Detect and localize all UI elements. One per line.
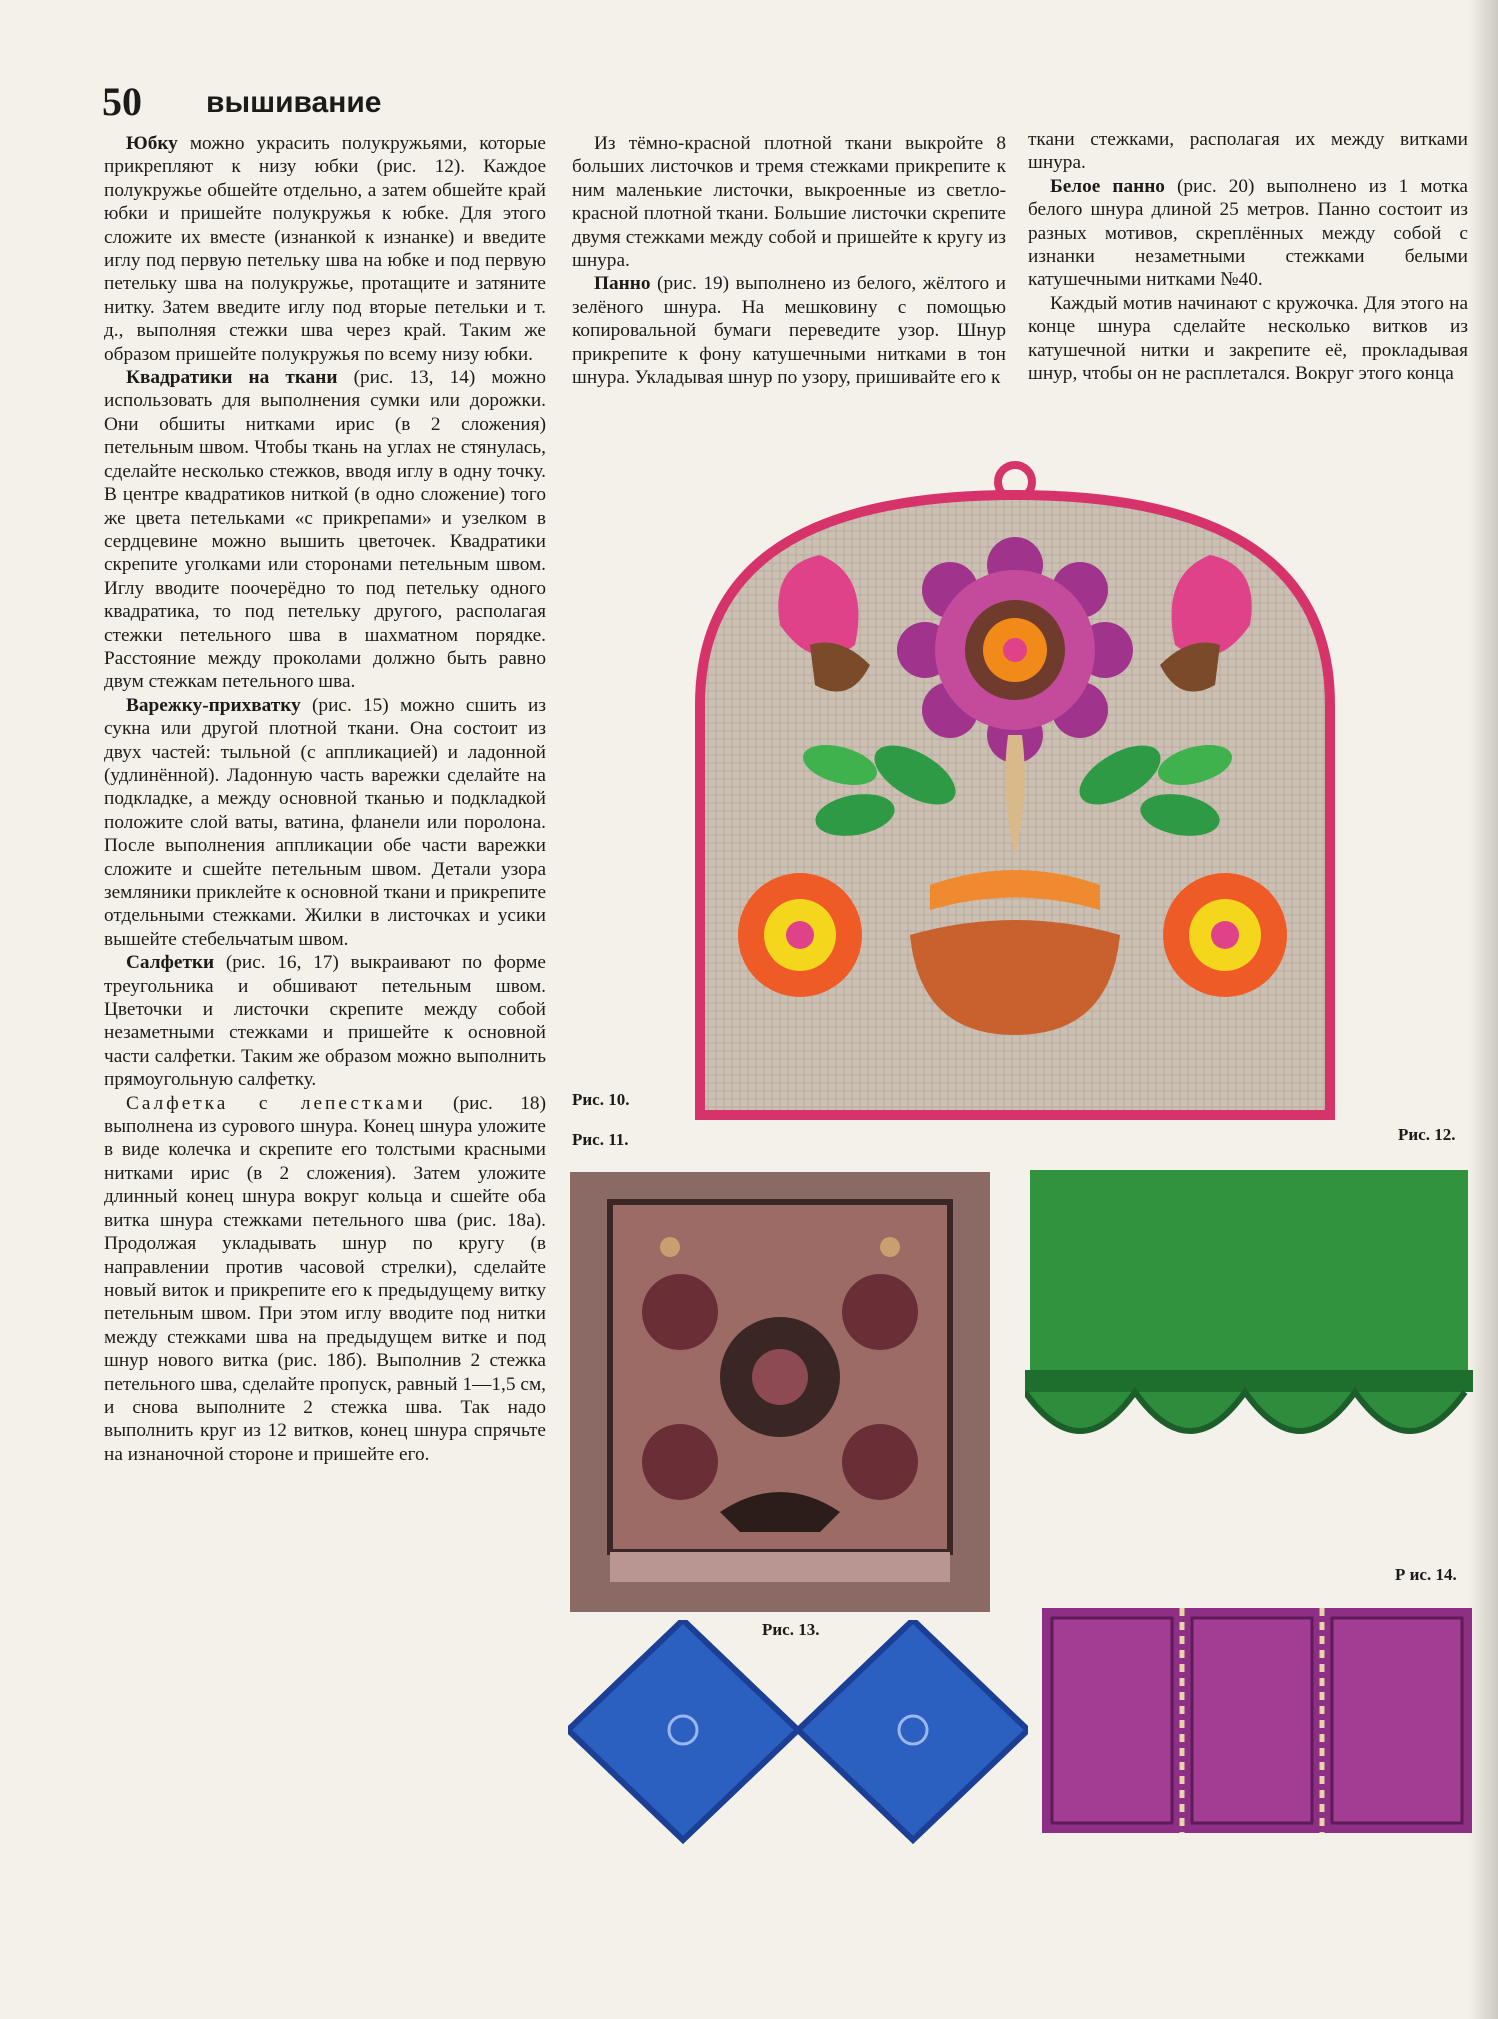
paragraph-text: (рис. 19) выполнено из белого, жёлтого и зелёного шнура. На мешковину с помощью копировальной бумаги переведите узор. Шнур прикрепите к фону катушечными нитками в тон шнура. Укладывая шнур по узору, пришивайте его к <box>572 273 1006 389</box>
tea-cozy-illustration <box>640 455 1498 1135</box>
lead-squares: Квадратики на ткани <box>126 367 338 389</box>
left-orange-flower <box>738 873 862 997</box>
blue-square-right <box>798 1620 1028 1840</box>
lead-skirt: Юбку <box>126 133 178 154</box>
figure-12-skirt-hem <box>1025 1170 1473 1470</box>
page-number: 50 <box>102 79 142 124</box>
right-orange-flower <box>1163 873 1287 997</box>
text-column-3 <box>1028 128 1468 385</box>
text-column-2 <box>572 132 1006 389</box>
paragraph-skirt <box>104 132 546 366</box>
paragraph-petal-napkin <box>104 1092 546 1467</box>
caption-fig13: Рис. 13. <box>762 1620 820 1639</box>
paragraph-text: (рис. 20) выполнено из 1 мотка белого шнура длиной 25 метров. Панно состоит из разных мотивов, скреплённых между собой с изнанки незаметными стежками белыми катушечными нитками №40. <box>1028 175 1468 291</box>
paragraph-text: (рис. 18) выполнена из сурового шнура. Конец шнура уложите в виде колечка и скрепите его толстыми красными нитками ирис (в 2 сложения). Затем уложите длинный конец шнура вокруг кольца и сшейте оба витка шнура стежками петельного шва (рис. 18а). Продолжая укладывать шнур по кругу (в направлении против часовой стрелки), сделайте новый виток и прикрепите его к предыдущему витку петельным швом. При этом иглу вводите под нитки между стежками шва на предыдущем витке и под шнур нового витка (рис. 18б). Выполнив 2 стежка петельного шва, сделайте пропуск, равный 1—1,5 см, и снова выполните 2 стежка шва. Так надо выполнить круг из 12 витков, конец шнура спрячьте на изнаночной стороне и пришейте его. <box>104 1092 546 1465</box>
paragraph-text: можно украсить полукружьями, которые прикрепляют к низу юбки (рис. 12). Каждое полукружье обшейте отдельно, а затем обшейте край юбки и пришейте полукружья к юбке. Для этого сложите их вместе (изнанкой к изнанке) и введите иглу под первую петельку шва на юбке и под первую петельку шва на полукружье, протащите и затяните нитку. Затем введите иглу под вторые петельки и т. д., выполняя стежки шва через край. Таким же образом пришейте полукружья по всему низу юбки. <box>104 133 546 365</box>
text-column-1 <box>104 132 546 1466</box>
paragraph-mitten <box>104 694 546 951</box>
lead-panel: Панно <box>594 273 651 295</box>
lead-mitten: Варежку-прихватку <box>126 694 301 716</box>
blue-square-left <box>568 1620 798 1840</box>
purple-strip-illustration <box>1042 1608 1472 1833</box>
paragraph-text: (рис. 15) можно сшить из сукна или другой плотной ткани. Она состоит из двух частей: тыльной (с аппликацией) и ладонной (удлинённой). Ладонную часть варежки сделайте на подкладке, а между основной тканью и подкладкой положите слой ваты, ватина, фланели или поролона. После выполнения аппликации обе части варежки сложите и сшейте петельным швом. Детали узора земляники приклейте к основной ткани и прикрепите отдельными стежками. Жилки в листочках и усики вышейте стебельчатым швом. <box>104 694 546 950</box>
lead-petal-napkin: Салфетка с лепестками <box>126 1092 426 1114</box>
paragraph-napkins <box>104 951 546 1091</box>
caption-fig10: Рис. 10. <box>572 1090 630 1109</box>
caption-fig14: Р ис. 14. <box>1395 1565 1457 1584</box>
figure-13-blue-squares <box>568 1620 1028 1845</box>
figure-11-felt-square <box>570 1172 990 1612</box>
paragraph-squares <box>104 366 546 694</box>
blue-squares-illustration <box>568 1620 1028 1845</box>
lead-white-panel: Белое панно <box>1050 175 1165 197</box>
paragraph-white-panel <box>1028 175 1468 292</box>
lead-napkins: Салфетки <box>126 952 215 974</box>
side-flower-br <box>842 1424 918 1500</box>
side-flower-tr <box>842 1274 918 1350</box>
paragraph-leaves: Из тёмно-красной плотной ткани выкройте 8 больших листочков и тремя стежками прикрепите к ним маленькие листочки, выкроенные из светло-красной плотной ткани. Большие листочки скрепите двумя стежками между собой и пришейте к кругу из шнура. <box>572 133 1006 272</box>
skirt-hem-illustration <box>1025 1170 1473 1470</box>
half-circles <box>1025 1392 1465 1431</box>
paragraph-motif: Каждый мотив начинают с кружочка. Для этого на конце шнура сделайте несколько витков из катушечной нитки и закрепите её, прокладывая шнур, чтобы он не расплетался. Вокруг этого конца <box>1028 292 1468 385</box>
fringe <box>610 1552 950 1582</box>
side-flower-bl <box>642 1424 718 1500</box>
figure-14-purple-strip <box>1042 1608 1472 1833</box>
paragraph-continuation: ткани стежками, располагая их между витками шнура. <box>1028 129 1468 174</box>
side-flower-tl <box>642 1274 718 1350</box>
caption-fig12: Рис. 12. <box>1398 1125 1456 1144</box>
paragraph-panel <box>572 272 1006 389</box>
section-title: вышивание <box>206 86 382 119</box>
paragraph-text: (рис. 13, 14) можно использовать для выполнения сумки или дорожки. Они обшиты нитками ирис (в 2 сложения) петельным швом. Чтобы ткань на углах не стянулась, сделайте несколько стежков, вводя иглу в одну точку. В центре квадратиков ниткой (в одно сложение) того же цвета петельками «с прикрепами» и узелком в сердцевине можно вышить цветочек. Квадратики скрепите уголками или сторонами петельным швом. Иглу вводите поочерёдно то под петельку одного квадратика, то под петельку другого, располагая стежки петельного шва в шахматном порядке. Расстояние между проколами должно быть равно двум стежкам петельного шва. <box>104 367 546 693</box>
hem-stitch-band <box>1025 1370 1473 1392</box>
paragraph-text: (рис. 16, 17) выкраивают по форме треугольника и обшивают петельным швом. Цветочки и листочки скрепите между собой незаметными стежками и пришейте к основной части салфетки. Таким же образом можно выполнить прямоугольную салфетку. <box>104 952 546 1091</box>
caption-fig11: Рис. 11. <box>572 1130 629 1149</box>
center-flower <box>897 537 1133 763</box>
felt-square-illustration <box>570 1172 990 1612</box>
figure-10-tea-cozy <box>640 455 1498 1135</box>
